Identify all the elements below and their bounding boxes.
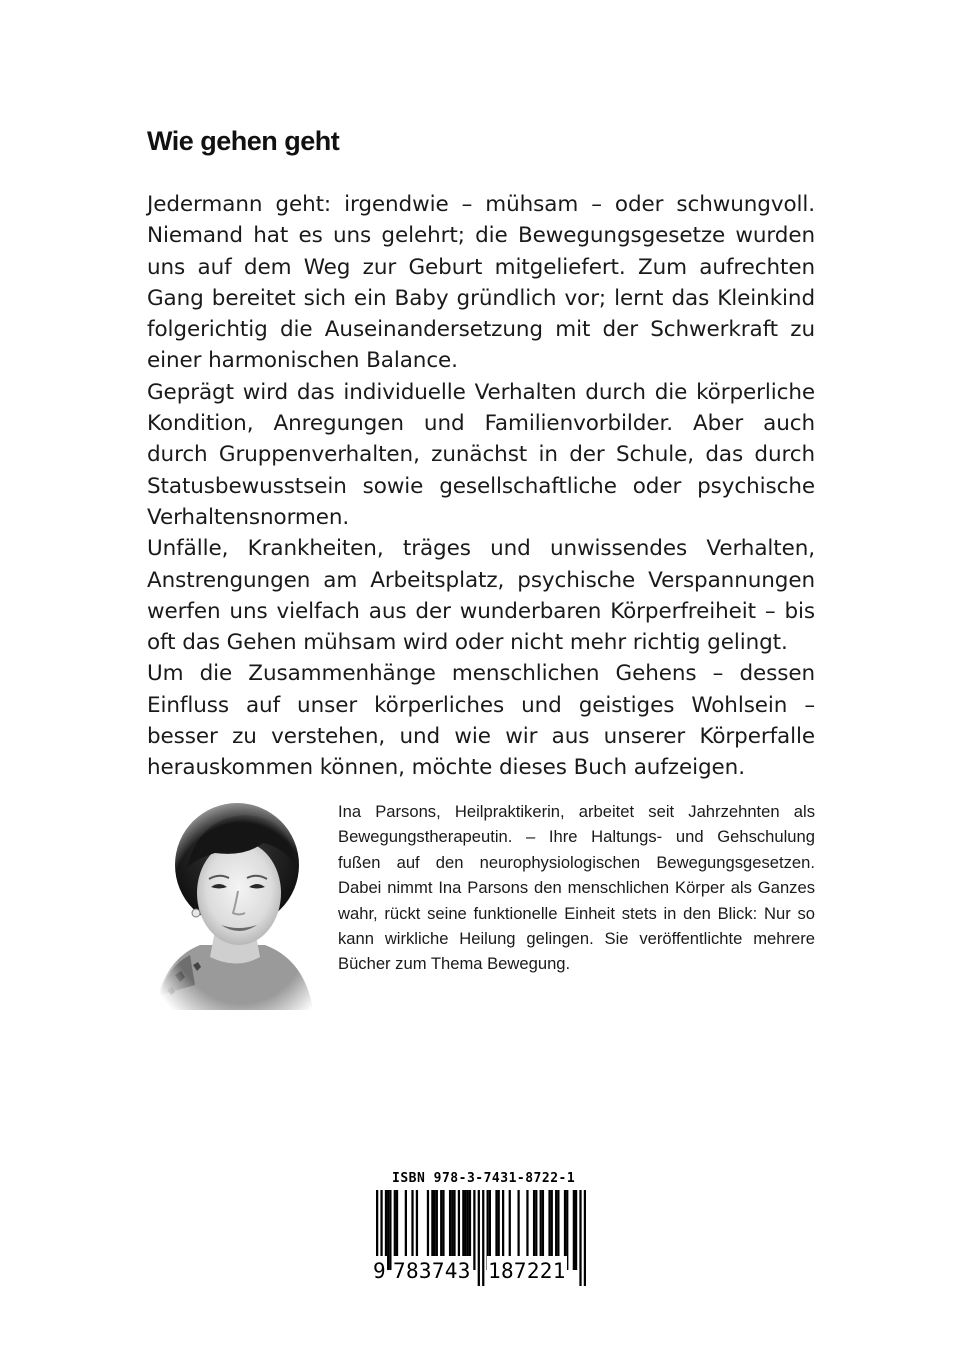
- blurb-paragraph-1: Jedermann geht: irgendwie – mühsam – oder schwungvoll. Niemand hat es uns gelehrt; die Bewegungsgesetze wurden uns auf dem Weg zur Geburt mitgeliefert. Zum aufrechten Gang bereitet sich ein Baby gründlich vor; lernt das Kleinkind folgerichtig die Auseinandersetzung mit der Schwerkraft zu einer harmonischen Balance.: [147, 192, 815, 374]
- blurb-text: [147, 189, 815, 784]
- isbn-label: ISBN 978-3-7431-8722-1: [392, 1171, 576, 1186]
- book-title: Wie gehen geht: [147, 126, 340, 156]
- blurb-paragraph-4: Um die Zusammenhänge menschlichen Gehens – dessen Einfluss auf unser körperliches und geistiges Wohlsein – besser zu verstehen, und wie wir aus unserer Körperfalle herauskommen können, möchte dieses Buch aufzeigen.: [147, 661, 815, 781]
- blurb-paragraph-2: Geprägt wird das individuelle Verhalten durch die körperliche Kondition, Anregungen und Familienvorbilder. Aber auch durch Gruppenverhalten, zunächst in der Schule, das durch Statusbewusstsein sowie gesellschaftliche oder psychische Verhaltensnormen.: [147, 379, 815, 530]
- barcode-digits: [373, 1256, 586, 1288]
- barcode-first-digit: 9: [372, 1256, 387, 1286]
- barcode-right-group: 187221: [487, 1256, 567, 1286]
- author-bio: Ina Parsons, Heilpraktikerin, arbeitet seit Jahrzehnten als Bewegungstherapeutin. – Ihre Haltungs- und Gehschulung fußen auf den neurophysiologischen Bewegungsgesetzen. Dabei nimmt Ina Parsons den menschlichen Körper als Ganzes wahr, rückt seine funktionelle Einheit stets in den Blick: Nur so kann wirkliche Heilung gelingen. Sie veröffentlichte mehrere Bücher zum Thema Bewegung.: [338, 802, 815, 974]
- blurb-paragraph-3: Unfälle, Krankheiten, träges und unwissendes Verhalten, Anstrengungen am Arbeitsplatz, psychische Verspannungen werfen uns vielfach aus der wunderbaren Körperfreiheit – bis oft das Gehen mühsam wird oder nicht mehr richtig gelingt.: [147, 536, 815, 656]
- barcode-left-group: 783743: [392, 1256, 472, 1286]
- author-photo: [145, 795, 320, 1010]
